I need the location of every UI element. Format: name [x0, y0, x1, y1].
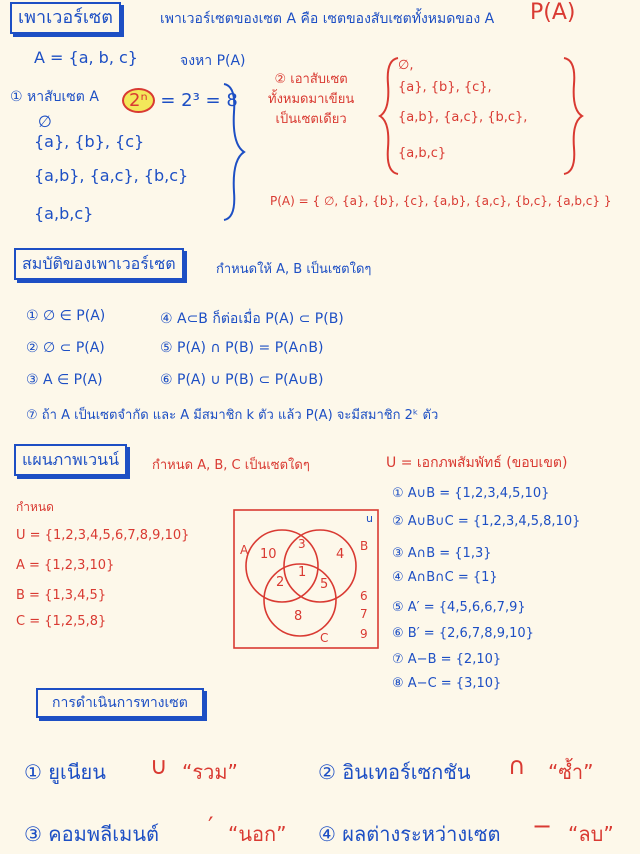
op-union-name: ① ยูเนียน: [24, 760, 106, 784]
region-10: 10: [260, 547, 277, 562]
outside-7: 7: [360, 607, 368, 621]
step2-line-2: ทั้งหมดมาเขียน: [268, 92, 355, 107]
venn-result-1: ① A∪B = {1,2,3,4,5,10}: [392, 486, 550, 501]
red-subset-row-4: {a,b,c}: [398, 146, 447, 161]
definition-text: เพาเวอร์เซตของเซต A คือ เซตของสับเซตทั้งหมดของ A: [160, 11, 495, 27]
set-c: C = {1,2,5,8}: [16, 614, 107, 629]
label-c: C: [320, 631, 329, 645]
venn-result-3: ③ A∩B = {1,3}: [392, 546, 492, 561]
step1-label: ① หาสับเซต A: [10, 89, 99, 105]
brace-right-red: [560, 56, 584, 176]
property-1: ① ∅ ∈ P(A): [26, 308, 106, 324]
set-a-definition: A = {a, b, c}: [34, 48, 138, 67]
red-subset-row-2: {a}, {b}, {c},: [398, 80, 492, 95]
region-1: 1: [298, 565, 307, 580]
power-set-result: P(A) = { ∅, {a}, {b}, {c}, {a,b}, {a,c}, {b,c}, {a,b,c} }: [270, 194, 612, 208]
op-difference-meaning: “ลบ”: [568, 822, 614, 846]
subset-row-4: {a,b,c}: [34, 204, 94, 223]
venn-title: แผนภาพเวนน์: [14, 444, 127, 476]
venn-result-7: ⑦ A−B = {2,10}: [392, 652, 502, 667]
operations-title: การดำเนินการทางเซต: [36, 688, 204, 718]
property-3: ③ A ∈ P(A): [26, 372, 103, 388]
op-difference-symbol: −: [532, 812, 553, 840]
venn-result-8: ⑧ A−C = {3,10}: [392, 676, 502, 691]
property-4: ④ A⊂B ก็ต่อเมื่อ P(A) ⊂ P(B): [160, 311, 344, 327]
page-title: เพาเวอร์เซต: [10, 2, 121, 34]
op-complement-name: ③ คอมพลีเมนต์: [24, 822, 159, 846]
op-intersection-symbol: ∩: [508, 752, 526, 780]
subset-row-3: {a,b}, {a,c}, {b,c}: [34, 166, 189, 185]
properties-title: สมบัติของเพาเวอร์เซต: [14, 248, 184, 280]
find-instruction: จงหา P(A): [180, 53, 246, 69]
set-a: A = {1,2,3,10}: [16, 558, 115, 573]
region-2: 2: [276, 575, 285, 590]
venn-result-2: ② A∪B∪C = {1,2,3,4,5,8,10}: [392, 514, 581, 529]
op-complement-symbol: ′: [208, 812, 214, 840]
brace-right-blue: [220, 82, 250, 222]
property-7: ⑦ ถ้า A เป็นเซตจำกัด และ A มีสมาชิก k ตัว แล้ว P(A) จะมีสมาชิก 2ᵏ ตัว: [26, 408, 439, 423]
subset-row-1: ∅: [38, 112, 52, 131]
count-equation: = 2³ = 8: [160, 90, 238, 111]
outside-6: 6: [360, 589, 368, 603]
step2-line-3: เป็นเซตเดียว: [275, 112, 347, 127]
op-intersection-name: ② อินเทอร์เซกชัน: [318, 760, 471, 784]
region-8: 8: [294, 609, 303, 624]
outside-9: 9: [360, 627, 368, 641]
label-a: A: [240, 543, 249, 557]
set-b: B = {1,3,4,5}: [16, 588, 107, 603]
property-6: ⑥ P(A) ∪ P(B) ⊂ P(A∪B): [160, 372, 324, 388]
region-4: 4: [336, 547, 345, 562]
set-u: U = {1,2,3,4,5,6,7,8,9,10}: [16, 528, 190, 543]
op-complement-meaning: “นอก”: [228, 822, 287, 846]
property-5: ⑤ P(A) ∩ P(B) = P(A∩B): [160, 340, 324, 356]
red-subset-row-1: ∅,: [398, 58, 414, 73]
step2-line-1: ② เอาสับเซต: [274, 72, 348, 87]
venn-given: กำหนด A, B, C เป็นเซตใดๆ: [152, 458, 310, 473]
venn-result-4: ④ A∩B∩C = {1}: [392, 570, 498, 585]
given-label: กำหนด: [16, 500, 54, 514]
venn-result-6: ⑥ B′ = {2,6,7,8,9,10}: [392, 626, 534, 641]
count-base: 2ⁿ: [122, 88, 155, 113]
region-3: 3: [298, 537, 306, 551]
region-5: 5: [320, 577, 329, 592]
properties-given: กำหนดให้ A, B เป็นเซตใดๆ: [216, 262, 372, 277]
red-subset-row-3: {a,b}, {a,c}, {b,c},: [398, 110, 528, 125]
venn-diagram: [232, 508, 382, 652]
label-u: u: [366, 512, 373, 525]
venn-result-5: ⑤ A′ = {4,5,6,6,7,9}: [392, 600, 526, 615]
subset-row-2: {a}, {b}, {c}: [34, 132, 145, 151]
universal-definition: U = เอกภพสัมพัทธ์ (ขอบเขต): [386, 455, 568, 471]
circle-a: [246, 530, 318, 602]
op-union-meaning: “รวม”: [182, 760, 238, 784]
label-b: B: [360, 539, 369, 553]
property-2: ② ∅ ⊂ P(A): [26, 340, 105, 356]
op-difference-name: ④ ผลต่างระหว่างเซต: [318, 822, 501, 846]
op-intersection-meaning: “ซ้ำ”: [548, 760, 594, 784]
op-union-symbol: ∪: [150, 752, 168, 780]
power-set-label: P(A): [530, 0, 576, 25]
